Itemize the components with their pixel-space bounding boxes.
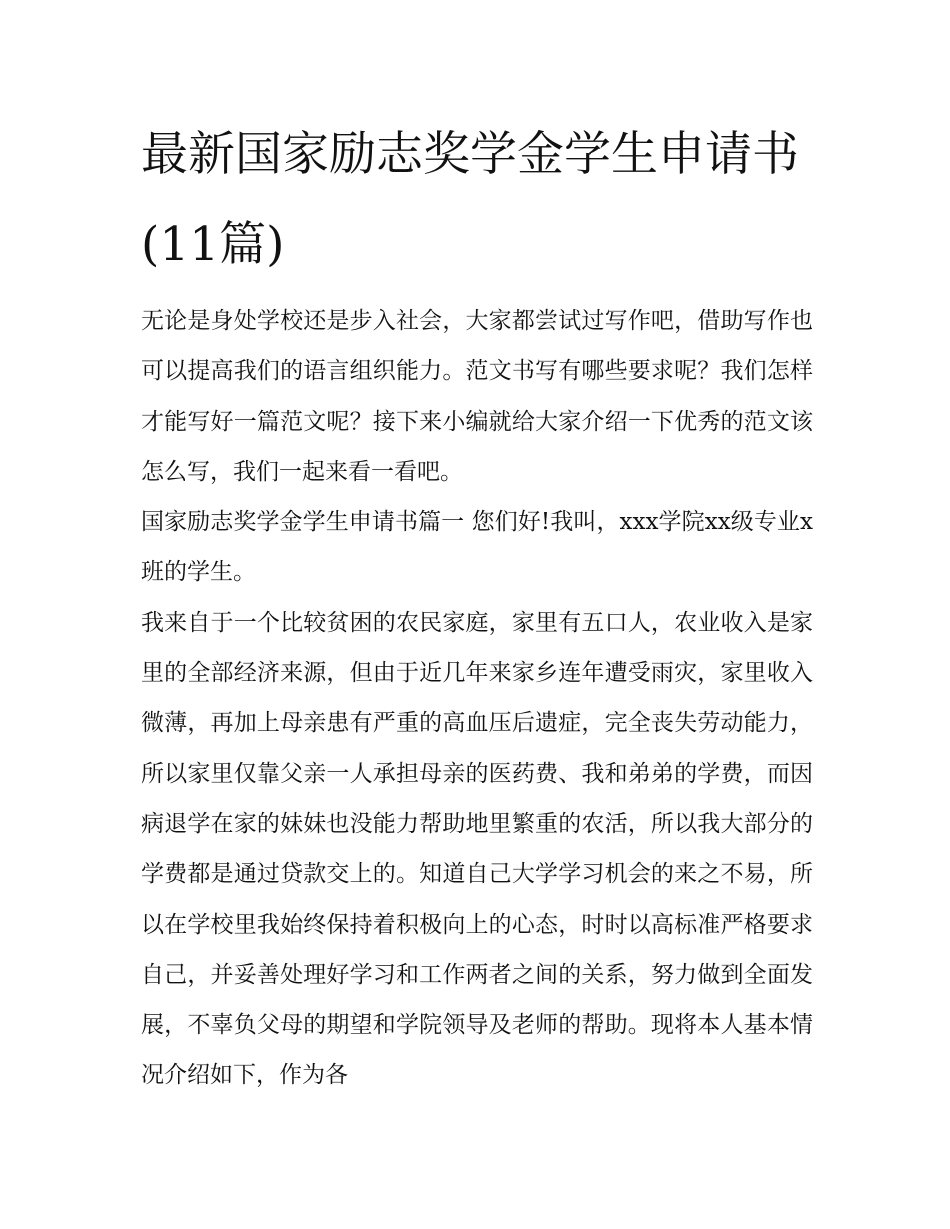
- document-page: [141, 110, 813, 1101]
- paragraph-intro: 无论是身处学校还是步入社会，大家都尝试过写作吧，借助写作也可以提高我们的语言组织能力。范文书写有哪些要求呢？我们怎样才能写好一篇范文呢？接下来小编就给大家介绍一下优秀的范文该怎么写，我们一起来看一看吧。: [141, 308, 813, 485]
- paragraph-greeting: 国家励志奖学金学生申请书篇一 您们好!我叫，xxx学院xx级专业x班的学生。: [141, 509, 813, 586]
- paragraph-background: 我来自于一个比较贫困的农民家庭，家里有五口人，农业收入是家里的全部经济来源，但由于近几年来家乡连年遭受雨灾，家里收入微薄，再加上母亲患有严重的高血压后遗症，完全丧失劳动能力，所以家里仅靠父亲一人承担母亲的医药费、我和弟弟的学费，而因病退学在家的妹妹也没能力帮助地里繁重的农活，所以我大部分的学费都是通过贷款交上的。知道自己大学学习机会的来之不易，所以在学校里我始终保持着积极向上的心态，时时以高标准严格要求自己，并妥善处理好学习和工作两者之间的关系，努力做到全面发展，不辜负父母的期望和学院领导及老师的帮助。现将本人基本情况介绍如下，作为各: [141, 609, 813, 1089]
- document-title: 最新国家励志奖学金学生申请书(11篇): [141, 127, 799, 272]
